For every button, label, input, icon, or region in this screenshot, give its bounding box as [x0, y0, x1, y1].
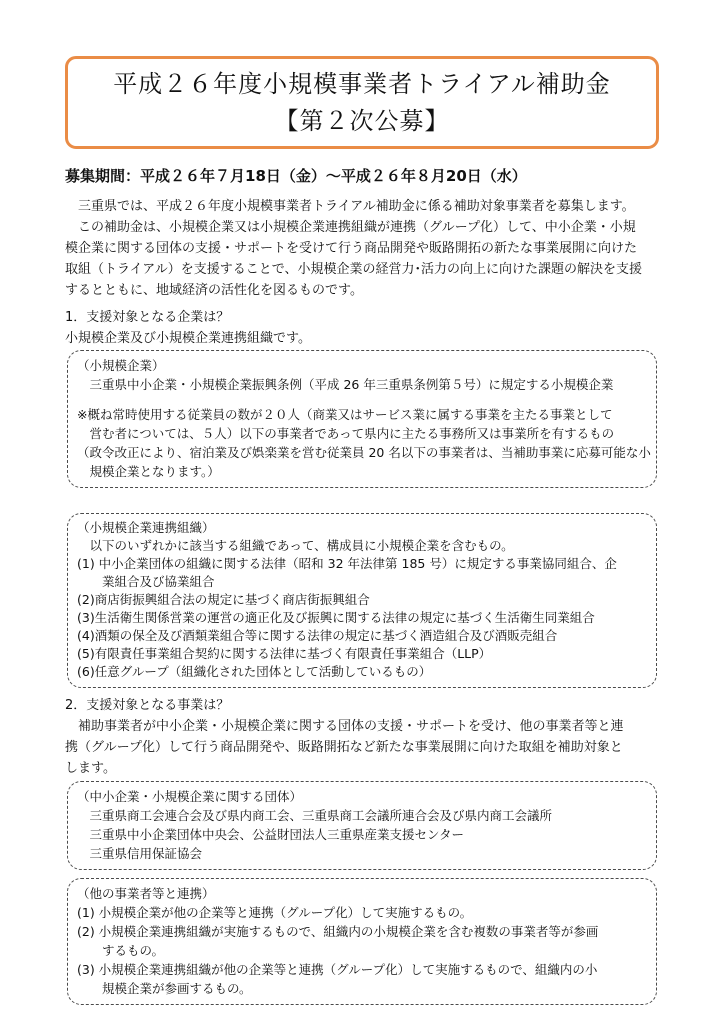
- text-line: (1) 中小企業団体の組織に関する法律（昭和 32 年法律第 185 号）に規定する事業協同組合、企: [77, 556, 617, 571]
- text-line: (3)生活衛生関係営業の運営の適正化及び振興に関する法律の規定に基づく生活衛生同業組合: [77, 610, 595, 625]
- collaboration-patterns-box: [67, 878, 657, 1005]
- text-line: この補助金は、小規模企業又は小規模企業連携組織が連携（グループ化）して、中小企業・小規: [65, 220, 636, 235]
- intro-paragraph: [65, 196, 659, 301]
- text-line: (6)任意グループ（組織化された団体として活動しているもの）: [77, 664, 432, 679]
- text-line: 補助事業者が中小企業・小規模企業に関する団体の支援・サポートを受け、他の事業者等と連: [65, 719, 624, 734]
- text-line: (2)商店街振興組合法の規定に基づく商店街振興組合: [77, 592, 370, 607]
- text-line: (2) 小規模企業連携組織が実施するもので、組織内の小規模企業を含む複数の事業者等が参画: [77, 924, 599, 939]
- text-line: 三重県商工会連合会及び県内商工会、三重県商工会議所連合会及び県内商工会議所: [77, 808, 553, 823]
- recruitment-period-heading: 募集期間：平成２６年７月18日（金）～平成２６年８月20日（水）: [65, 167, 527, 185]
- text-line: （他の事業者等と連携）: [77, 886, 215, 901]
- section2: [65, 695, 659, 779]
- text-line: ※概ね常時使用する従業員の数が２０人（商業又はサービス業に属する事業を主たる事業として: [77, 407, 613, 422]
- text-line: 模企業に関する団体の支援・サポートを受けて行う商品開発や販路開拓の新たな事業展開に向けた: [65, 241, 638, 256]
- text-line: (4)酒類の保全及び酒類業組合等に関する法律の規定に基づく酒造組合及び酒販売組合: [77, 628, 558, 643]
- document-subtitle: 【第２次公募】: [274, 107, 450, 135]
- text-line: [77, 394, 648, 405]
- text-line: 規模企業が参画するもの。: [77, 981, 252, 996]
- text-line: します。: [65, 761, 116, 776]
- section1-heading: 1．支援対象となる企業は？: [65, 310, 230, 325]
- text-line: 携（グループ化）して行う商品開発や、販路開拓など新たな事業展開に向けた取組を補助対象と: [65, 740, 623, 755]
- support-organizations-box: [67, 781, 657, 870]
- text-line: （小規模企業連携組織）: [77, 520, 215, 535]
- section1: [65, 307, 659, 349]
- text-line: するもの。: [77, 943, 165, 958]
- text-line: (3) 小規模企業連携組織が他の企業等と連携（グループ化）して実施するもので、組織内の小: [77, 962, 598, 977]
- text-line: （中小企業・小規模企業に関する団体）: [77, 789, 303, 804]
- text-line: 取組（トライアル）を支援することで、小規模企業の経営力･活力の向上に向けた課題の解決を支援: [65, 262, 642, 277]
- small-company-definition-box: [67, 350, 657, 488]
- section2-lead: [65, 716, 659, 779]
- partnership-organization-box: [67, 513, 657, 688]
- text-line: (5)有限責任事業組合契約に関する法律に基づく有限責任事業組合（LLP）: [77, 646, 492, 661]
- text-line: (1) 小規模企業が他の企業等と連携（グループ化）して実施するもの。: [77, 905, 473, 920]
- text-line: （小規模企業）: [77, 358, 165, 373]
- text-line: 三重県信用保証協会: [77, 846, 203, 861]
- document-title: 平成２６年度小規模事業者トライアル補助金: [113, 70, 611, 98]
- text-line: するとともに、地域経済の活性化を図るものです。: [65, 283, 363, 298]
- section2-heading: 2．支援対象となる事業は？: [65, 698, 230, 713]
- section1-lead: 小規模企業及び小規模企業連携組織です。: [65, 331, 311, 346]
- text-line: 三重県中小企業・小規模企業振興条例（平成 26 年三重県条例第５号）に規定する小規模企業: [77, 377, 614, 392]
- text-line: 三重県中小企業団体中央会、公益財団法人三重県産業支援センター: [77, 827, 465, 842]
- text-line: （政令改正により、宿泊業及び娯楽業を営む従業員 20 名以下の事業者は、当補助事業に応募可能な小: [77, 445, 651, 460]
- text-line: 三重県では、平成２６年度小規模事業者トライアル補助金に係る補助対象事業者を募集します。: [65, 199, 635, 214]
- text-line: 営む者については、５人）以下の事業者であって県内に主たる事務所又は事業所を有するもの: [77, 426, 615, 441]
- text-line: 規模企業となります。）: [77, 464, 220, 479]
- title-box: [65, 56, 659, 149]
- text-line: 以下のいずれかに該当する組織であって、構成員に小規模企業を含むもの。: [77, 538, 514, 553]
- text-line: 業組合及び協業組合: [77, 574, 215, 589]
